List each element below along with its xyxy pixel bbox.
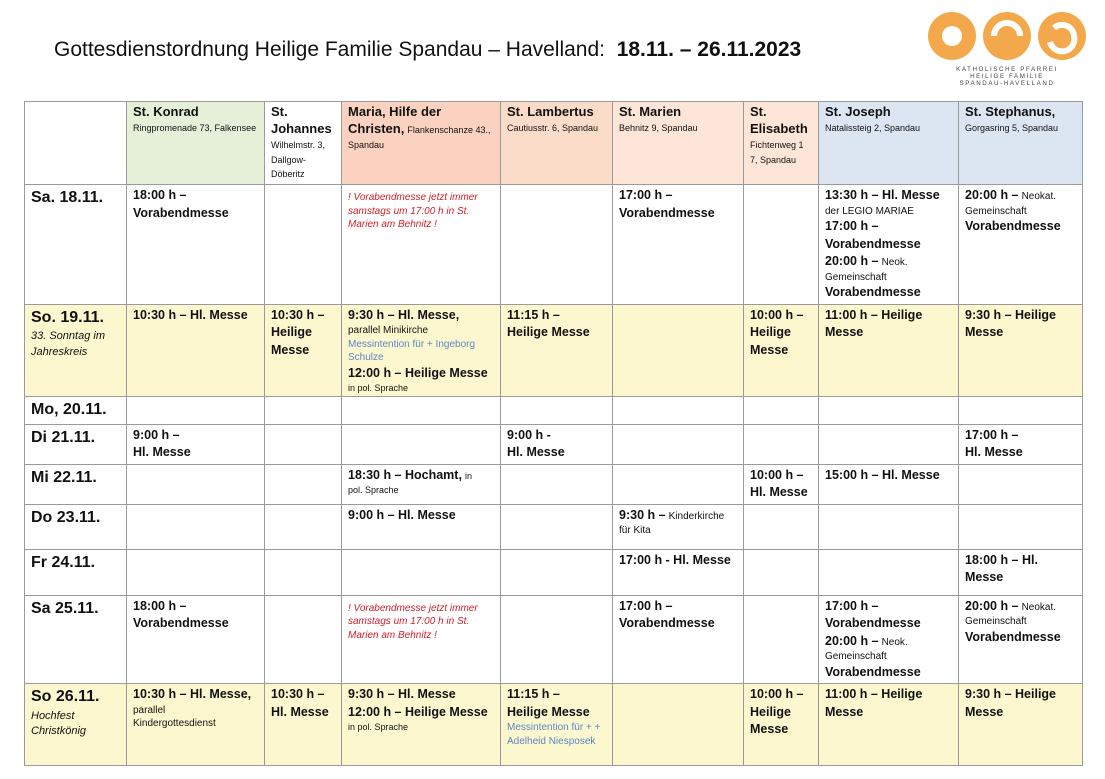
day-cell: Di 21.11. — [25, 424, 127, 464]
service-cell: 10:00 h – Hl. Messe — [744, 464, 819, 504]
row-sa-25 — [25, 595, 1083, 684]
header-st-stephanus: St. Stephanus, Gorgasring 5, Spandau — [959, 102, 1083, 185]
service-cell: 17:00 h – Vorabendmesse 20:00 h – Neok. Gemeinschaft Vorabendmesse — [819, 595, 959, 684]
day-cell: Fr 24.11. — [25, 549, 127, 595]
corner-cell — [25, 102, 127, 185]
service-cell: 9:00 h – Hl. Messe — [342, 504, 501, 549]
service-cell: 9:00 h - Hl. Messe — [501, 424, 613, 464]
service-cell: 20:00 h – Neokat. Gemeinschaft Vorabendmesse — [959, 595, 1083, 684]
service-cell: 17:00 h - Hl. Messe — [613, 549, 744, 595]
page-title — [54, 38, 801, 62]
day-cell: Mi 22.11. — [25, 464, 127, 504]
day-cell: Sa 25.11. — [25, 595, 127, 684]
service-cell: 10:30 h – Hl. Messe, parallel Kindergottesdienst — [127, 684, 265, 766]
service-cell: 18:00 h – Vorabendmesse — [127, 185, 265, 305]
service-cell: 20:00 h – Neokat. Gemeinschaft Vorabendmesse — [959, 185, 1083, 305]
title-dates: 18.11. – 26.11.2023 — [616, 38, 802, 61]
empty-cell — [744, 185, 819, 305]
service-cell: 17:00 h – Hl. Messe — [959, 424, 1083, 464]
service-cell: 9:30 h – Hl. Messe, parallel Minikirche Messintention für + Ingeborg Schulze 12:00 h – Heilige Messe in pol. Sprache — [342, 304, 501, 397]
service-cell: 9:00 h – Hl. Messe — [127, 424, 265, 464]
row-fr-24 — [25, 549, 1083, 595]
header-row — [25, 102, 1083, 185]
header-st-johannes: St. Johannes Wilhelmstr. 3, Dallgow-Döberitz — [265, 102, 342, 185]
service-cell: 10:30 h – Heilige Messe — [265, 304, 342, 397]
row-sa-18 — [25, 185, 1083, 305]
header-st-lambertus: St. Lambertus Cautiusstr. 6, Spandau — [501, 102, 613, 185]
service-cell: 17:00 h – Vorabendmesse — [613, 595, 744, 684]
empty-cell — [265, 185, 342, 305]
service-cell: 10:00 h – Heilige Messe — [744, 684, 819, 766]
header-st-marien: St. Marien Behnitz 9, Spandau — [613, 102, 744, 185]
service-cell: 10:30 h – Hl. Messe — [127, 304, 265, 397]
notice-cell: ! Vorabendmesse jetzt immer samstags um 17:00 h in St. Marien am Behnitz ! — [342, 595, 501, 684]
day-cell: Sa. 18.11. — [25, 185, 127, 305]
service-cell: 10:30 h – Hl. Messe — [265, 684, 342, 766]
service-cell: 17:00 h – Vorabendmesse — [613, 185, 744, 305]
service-cell: 18:00 h – Vorabendmesse — [127, 595, 265, 684]
header-st-elisabeth: St. Elisabeth Fichtenweg 1 7, Spandau — [744, 102, 819, 185]
day-cell: So 26.11. Hochfest Christkönig — [25, 684, 127, 766]
service-cell: 11:00 h – Heilige Messe — [819, 304, 959, 397]
row-di-21 — [25, 424, 1083, 464]
empty-cell — [501, 185, 613, 305]
row-so-19 — [25, 304, 1083, 397]
service-cell: 9:30 h – Hl. Messe 12:00 h – Heilige Messe in pol. Sprache — [342, 684, 501, 766]
header-st-konrad: St. Konrad Ringpromenade 73, Falkensee — [127, 102, 265, 185]
service-cell: 9:30 h – Heilige Messe — [959, 304, 1083, 397]
service-cell: 11:00 h – Heilige Messe — [819, 684, 959, 766]
header-st-joseph: St. Joseph Natalissteig 2, Spandau — [819, 102, 959, 185]
service-cell: 18:30 h – Hochamt, in pol. Sprache — [342, 464, 501, 504]
day-cell: So. 19.11. 33. Sonntag im Jahreskreis — [25, 304, 127, 397]
schedule-table — [24, 101, 1083, 766]
service-cell: 13:30 h – Hl. Messe der LEGIO MARIAE 17:00 h – Vorabendmesse 20:00 h – Neok. Gemeinschaft Vorabendmesse — [819, 185, 959, 305]
service-cell: 18:00 h – Hl. Messe — [959, 549, 1083, 595]
row-mi-22 — [25, 464, 1083, 504]
row-so-26 — [25, 684, 1083, 766]
service-cell: 10:00 h – Heilige Messe — [744, 304, 819, 397]
notice-cell: ! Vorabendmesse jetzt immer samstags um 17:00 h in St. Marien am Behnitz ! — [342, 185, 501, 305]
service-cell: 11:15 h – Heilige Messe — [501, 304, 613, 397]
row-mo-20 — [25, 397, 1083, 424]
service-cell: 9:30 h – Heilige Messe — [959, 684, 1083, 766]
header-maria-hilfe: Maria, Hilfe der Christen, Flankenschanze 43., Spandau — [342, 102, 501, 185]
service-cell: 11:15 h – Heilige Messe Messintention für + + Adelheid Niesposek — [501, 684, 613, 766]
row-do-23 — [25, 504, 1083, 549]
day-cell: Mo, 20.11. — [25, 397, 127, 424]
logo-text: KATHOLISCHE PFARREI HEILIGE FAMILIE SPANDAU-HAVELLAND — [956, 66, 1058, 87]
day-cell: Do 23.11. — [25, 504, 127, 549]
service-cell: 9:30 h – Kinderkirche für Kita — [613, 504, 744, 549]
service-cell: 15:00 h – Hl. Messe — [819, 464, 959, 504]
title-main: Gottesdienstordnung Heilige Familie Spandau – Havelland: — [54, 38, 606, 61]
empty-cell — [613, 304, 744, 397]
